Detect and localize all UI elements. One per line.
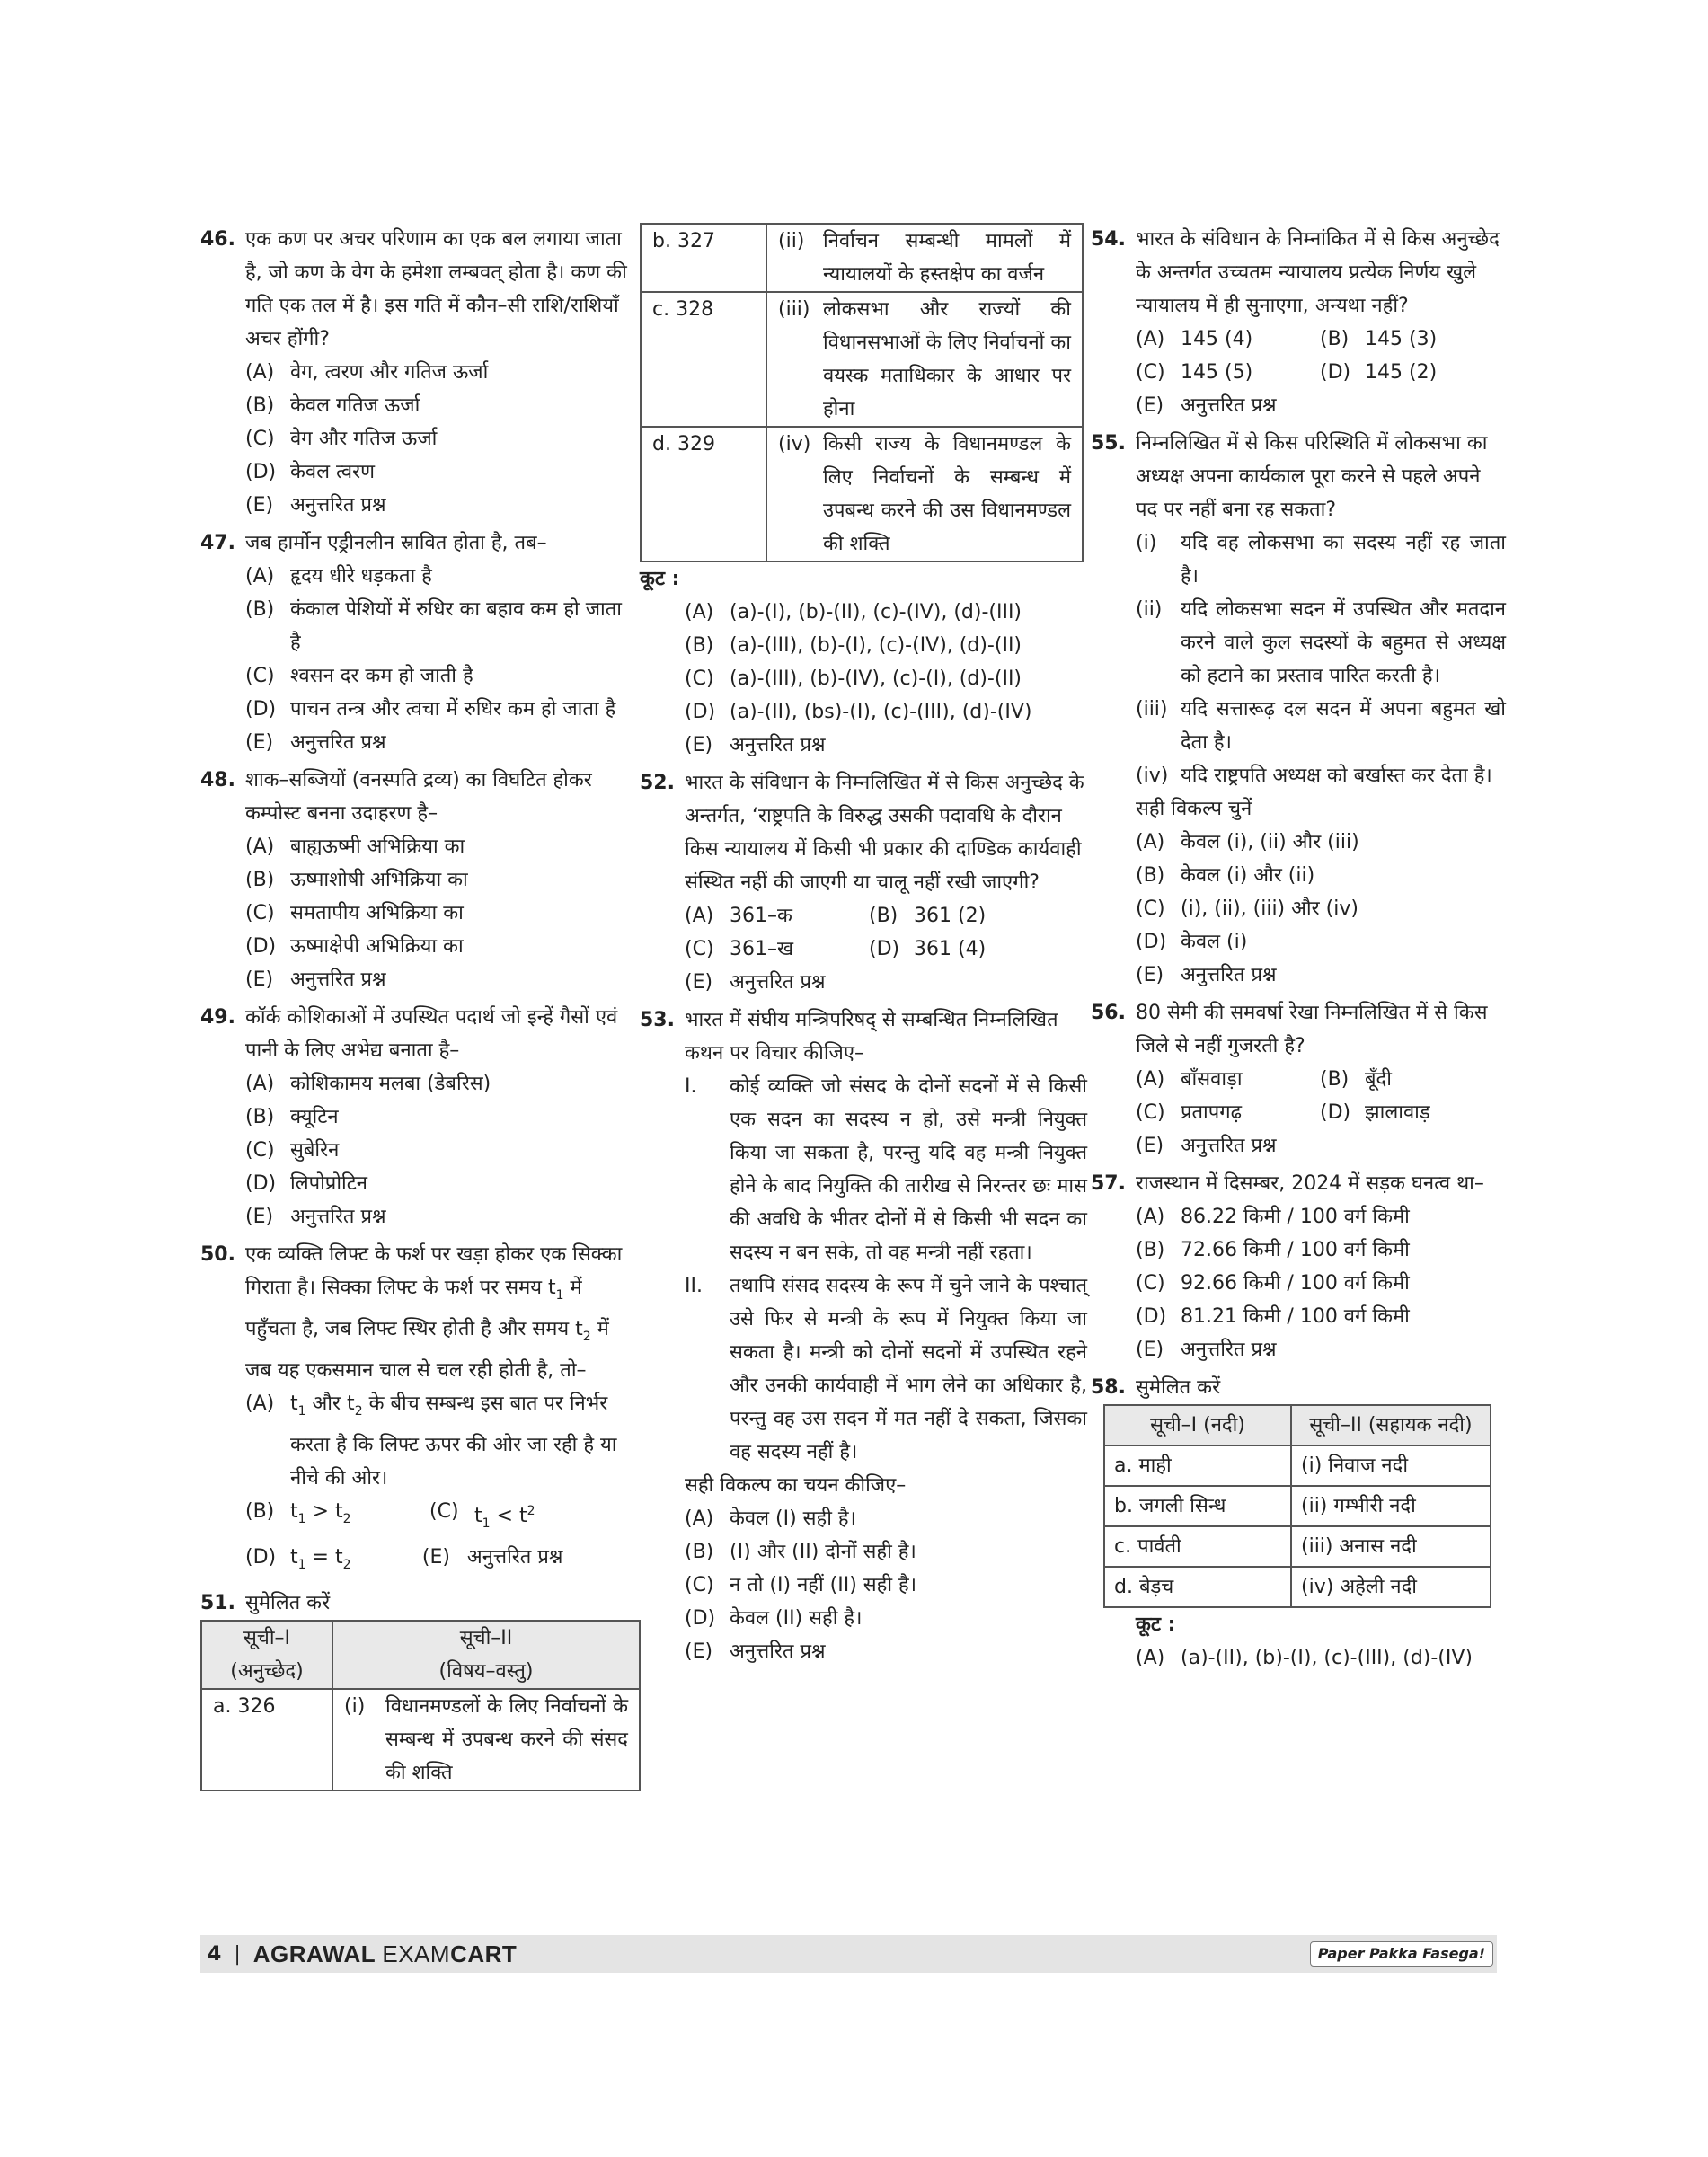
option-c[interactable]: (C) सुबेरिन: [245, 1139, 340, 1162]
option-d[interactable]: (D) (a)-(II), (bs)-(I), (c)-(III), (d)-(IV): [685, 701, 1032, 723]
option-a[interactable]: (A) 361–क: [685, 905, 792, 927]
option-e[interactable]: (E) अनुत्तरित प्रश्न: [245, 968, 386, 991]
option-e[interactable]: (E) अनुत्तरित प्रश्न: [1136, 1135, 1277, 1157]
statement-2: (ii) यदि लोकसभा सदन में उपस्थित और मतदान करने वाले कुल सदस्यों के बहुमत से अध्यक्ष को हटाने का प्रस्ताव पारित करती है।: [1136, 598, 1506, 687]
statement-1: I. कोई व्यक्ति जो संसद के दोनों सदनों में से किसी एक सदन का सदस्य न हो, उसे मन्त्री नियुक्त किया जा सकता है, परन्तु यदि वह मन्त्री नियुक्त होने के बाद नियुक्ति की तारीख से निरन्तर छः मास की अवधि के भीतर दोनों में से किसी भी सदन का सदस्य न बन सके, तो वह मन्त्री नहीं रहता।: [685, 1075, 1087, 1264]
question-number: 57.: [1091, 1172, 1126, 1195]
question-number: 49.: [200, 1006, 235, 1029]
question-text: निम्नलिखित में से किस परिस्थिति में लोकसभा का अध्यक्ष अपना कार्यकाल पूरा करने से पहले अपने पद पर नहीं बना रह सकता?: [1136, 432, 1488, 521]
option-c[interactable]: (C) प्रतापगढ़: [1136, 1101, 1243, 1124]
table-header-row: सूची–I (नदी) सूची–II (सहायक नदी): [1104, 1405, 1491, 1445]
question-number: 53.: [640, 1009, 675, 1031]
option-a[interactable]: (A) $t_1$ और $t_2$ के बीच सम्बन्ध इस बात पर निर्भर करता है कि लिफ्ट ऊपर की ओर जा रही है या नीचे की ओर।: [245, 1392, 617, 1490]
option-a[interactable]: (A) बाह्यऊष्मी अभिक्रिया का: [245, 835, 465, 858]
option-e[interactable]: (E) अनुत्तरित प्रश्न: [421, 1546, 563, 1569]
question-text: सुमेलित करें: [1136, 1376, 1221, 1399]
option-d[interactable]: (D) केवल (i): [1136, 931, 1248, 953]
option-c[interactable]: (C) समतापीय अभिक्रिया का: [245, 902, 464, 924]
statement-2: II. तथापि संसद सदस्य के रूप में चुने जाने के पश्चात् उसे फिर से मन्त्री के रूप में नियुक्त किया जा सकता है। मन्त्री को दोनों सदनों में उपस्थित रहने और उनकी कार्यवाही में भाग लेने का अधिकार है, परन्तु वह उस सदन में मत नहीं दे सकता, जिसका वह सदस्य नहीं है।: [685, 1275, 1087, 1463]
option-e[interactable]: (E) अनुत्तरित प्रश्न: [245, 494, 386, 517]
statement-1: (i) यदि वह लोकसभा का सदस्य नहीं रह जाता है।: [1136, 532, 1506, 588]
option-d[interactable]: (D) 145 (2): [1320, 361, 1438, 384]
option-c[interactable]: (C) $t_1 < t^2$: [429, 1500, 535, 1531]
question-number: 46.: [200, 228, 235, 251]
question-text: एक व्यक्ति लिफ्ट के फर्श पर खड़ा होकर एक सिक्का गिराता है। सिक्का लिफ्ट के फर्श पर समय $t_1$ में पहुँचता है, जब लिफ्ट स्थिर होती है और समय $t_2$ में जब यह एकसमान चाल से चल रही होती है, तो–: [245, 1243, 623, 1382]
option-e[interactable]: (E) अनुत्तरित प्रश्न: [1136, 964, 1277, 986]
option-b[interactable]: (B) केवल (i) और (ii): [1136, 864, 1315, 887]
option-d[interactable]: (D) 81.21 किमी / 100 वर्ग किमी: [1136, 1305, 1410, 1328]
table-row: d. बेड़च (iv) अहेली नदी: [1104, 1567, 1491, 1607]
option-b[interactable]: (B) 72.66 किमी / 100 वर्ग किमी: [1136, 1239, 1410, 1261]
kut-label: कूट :: [640, 568, 680, 590]
question-text: एक कण पर अचर परिणाम का एक बल लगाया जाता है, जो कण के वेग के हमेशा लम्बवत् होता है। कण की गति एक तल में है। इस गति में कौन–सी राशि/राशियाँ अचर होंगी?: [245, 228, 627, 350]
question-number: 55.: [1091, 432, 1126, 455]
question-text: 80 सेमी की समवर्षा रेखा निम्नलिखित में से किस जिले से नहीं गुजरती है?: [1136, 1002, 1488, 1057]
question-text: जब हार्मोन एड्रीनलीन स्रावित होता है, तब–: [245, 532, 547, 554]
question-text: शाक–सब्जियों (वनस्पति द्रव्य) का विघटित होकर कम्पोस्ट बनना उदाहरण है–: [245, 769, 592, 825]
kut-label: कूट :: [1136, 1613, 1176, 1636]
question-text: कॉर्क कोशिकाओं में उपस्थित पदार्थ जो इन्हें गैसों एवं पानी के लिए अभेद्य बनाता है–: [245, 1006, 618, 1062]
option-d[interactable]: (D) ऊष्माक्षेपी अभिक्रिया का: [245, 935, 464, 958]
option-b[interactable]: (B) बूँदी: [1320, 1068, 1392, 1091]
page-number: 4: [208, 1942, 222, 1966]
question-text: राजस्थान में दिसम्बर, 2024 में सड़क घनत्व था–: [1136, 1172, 1484, 1195]
table-row: a. 326 (i) विधानमण्डलों के लिए निर्वाचनों के सम्बन्ध में उपबन्ध करने की संसद की शक्ति: [201, 1689, 640, 1790]
option-a[interactable]: (A) (a)-(II), (b)-(I), (c)-(III), (d)-(IV): [1136, 1647, 1473, 1669]
table-row: a. माही (i) निवाज नदी: [1104, 1445, 1491, 1486]
option-b[interactable]: (B) ऊष्माशोषी अभिक्रिया का: [245, 869, 468, 891]
option-e[interactable]: (E) अनुत्तरित प्रश्न: [1136, 394, 1277, 417]
match-table: [1103, 1404, 1491, 1608]
question-number: 54.: [1091, 228, 1126, 251]
option-e[interactable]: (E) अनुत्तरित प्रश्न: [245, 731, 386, 754]
table-row: c. 328 (iii) लोकसभा और राज्यों की विधानसभाओं के लिए निर्वाचनों का वयस्क मताधिकार के आधार पर होना: [641, 292, 1083, 427]
page-footer: [200, 1935, 1497, 1973]
option-a[interactable]: (A) 86.22 किमी / 100 वर्ग किमी: [1136, 1206, 1410, 1228]
question-prompt: सही विकल्प चुनें: [1136, 798, 1252, 820]
option-c[interactable]: (C) 145 (5): [1136, 361, 1253, 384]
option-c[interactable]: (C) श्वसन दर कम हो जाती है: [245, 665, 473, 687]
option-a[interactable]: (A) कोशिकामय मलबा (डेबरिस): [245, 1073, 491, 1095]
option-d[interactable]: (D) केवल (II) सही है।: [685, 1607, 863, 1630]
option-a[interactable]: (A) 145 (4): [1136, 328, 1253, 350]
question-number: 56.: [1091, 1002, 1126, 1024]
question-53: [640, 1003, 1087, 1668]
match-table-continued: [640, 223, 1084, 562]
table-row: c. पार्वती (iii) अनास नदी: [1104, 1526, 1491, 1567]
option-c[interactable]: (C) 92.66 किमी / 100 वर्ग किमी: [1136, 1272, 1410, 1295]
table-header-row: सूची–I (अनुच्छेद) सूची–II (विषय–वस्तु): [201, 1621, 640, 1689]
question-54: [1091, 223, 1506, 422]
question-prompt: सही विकल्प का चयन कीजिए–: [685, 1474, 907, 1497]
question-57: [1091, 1167, 1506, 1366]
option-b[interactable]: (B) क्यूटिन: [245, 1106, 339, 1128]
brand-logo: AGRAWAL EXAMCART: [252, 1940, 518, 1967]
question-48: [200, 764, 638, 996]
column-3: [1091, 223, 1506, 1675]
option-d[interactable]: (D) पाचन तन्त्र और त्वचा में रुधिर कम हो जाता है: [245, 698, 616, 720]
question-58: [1091, 1371, 1506, 1675]
statement-4: (iv) यदि राष्ट्रपति अध्यक्ष को बर्खास्त कर देता है।: [1136, 765, 1492, 787]
question-55: [1091, 427, 1506, 992]
option-d[interactable]: (D) लिपोप्रोटिन: [245, 1172, 368, 1195]
table-row: d. 329 (iv) किसी राज्य के विधानमण्डल के लिए निर्वाचनों के सम्बन्ध में उपबन्ध करने की उस विधानमण्डल की शक्ति: [641, 427, 1083, 561]
option-e[interactable]: (E) अनुत्तरित प्रश्न: [1136, 1339, 1277, 1361]
option-b[interactable]: (B) 145 (3): [1320, 328, 1438, 350]
question-49: [200, 1001, 638, 1233]
option-c[interactable]: (C) (i), (ii), (iii) और (iv): [1136, 897, 1358, 920]
tagline-badge: Paper Pakka Fasega!: [1310, 1941, 1493, 1967]
question-52: [640, 766, 1087, 999]
option-a[interactable]: (A) वेग, त्वरण और गतिज ऊर्जा: [245, 361, 489, 384]
footer-separator: |: [234, 1942, 241, 1966]
question-47: [200, 526, 638, 759]
question-46: [200, 223, 638, 522]
option-e[interactable]: (E) अनुत्तरित प्रश्न: [685, 971, 826, 994]
option-c[interactable]: (C) वेग और गतिज ऊर्जा: [245, 428, 438, 450]
option-b[interactable]: (B) (a)-(III), (b)-(I), (c)-(IV), (d)-(II): [685, 634, 1022, 657]
option-d[interactable]: (D) $t_1 = t_2$: [245, 1546, 351, 1572]
table-row: b. जगली सिन्ध (ii) गम्भीरी नदी: [1104, 1486, 1491, 1526]
table-row: b. 327 (ii) निर्वाचन सम्बन्धी मामलों में न्यायालयों के हस्तक्षेप का वर्जन: [641, 224, 1083, 292]
column-2: [640, 223, 1087, 1668]
option-d[interactable]: (D) केवल त्वरण: [245, 461, 376, 483]
question-text: भारत के संविधान के निम्नलिखित में से किस अनुच्छेद के अन्तर्गत, ‘राष्ट्रपति के विरुद्ध उसकी पदावधि के दौरान किस न्यायालय में किसी भी प्रकार की दाण्डिक कार्यवाही संस्थित नहीं की जाएगी या चालू नहीं रखी जाएगी?: [685, 772, 1084, 894]
question-number: 52.: [640, 772, 675, 794]
question-number: 51.: [200, 1592, 235, 1614]
question-number: 58.: [1091, 1376, 1126, 1399]
option-a[interactable]: (A) केवल (i), (ii) और (iii): [1136, 831, 1359, 853]
question-number: 47.: [200, 532, 235, 554]
question-51: [200, 1587, 638, 1791]
option-e[interactable]: (E) अनुत्तरित प्रश्न: [245, 1206, 386, 1228]
option-c[interactable]: (C) न तो (I) नहीं (II) सही है।: [685, 1574, 917, 1596]
option-e[interactable]: (E) अनुत्तरित प्रश्न: [685, 734, 826, 756]
option-b[interactable]: (B) कंकाल पेशियों में रुधिर का बहाव कम हो जाता है: [245, 598, 622, 654]
option-d[interactable]: (D) 361 (4): [869, 938, 987, 960]
question-50: [200, 1238, 638, 1582]
option-b[interactable]: (B) केवल गतिज ऊर्जा: [245, 394, 420, 417]
option-b[interactable]: (B) 361 (2): [869, 905, 987, 927]
question-56: [1091, 996, 1506, 1162]
question-text: भारत के संविधान के निम्नांकित में से किस अनुच्छेद के अन्तर्गत उच्चतम न्यायालय प्रत्येक निर्णय खुले न्यायालय में ही सुनाएगा, अन्यथा नहीं?: [1136, 228, 1500, 317]
option-c[interactable]: (C) (a)-(III), (b)-(IV), (c)-(I), (d)-(II): [685, 667, 1022, 690]
option-a[interactable]: (A) बाँसवाड़ा: [1136, 1068, 1243, 1091]
statement-3: (iii) यदि सत्तारूढ़ दल सदन में अपना बहुमत खो देता है।: [1136, 698, 1506, 754]
option-e[interactable]: (E) अनुत्तरित प्रश्न: [685, 1640, 826, 1663]
column-1: [200, 223, 638, 1791]
option-d[interactable]: (D) झालावाड़: [1320, 1101, 1430, 1124]
option-b[interactable]: (B) $t_1 > t_2$: [245, 1500, 351, 1526]
question-number: 48.: [200, 769, 235, 791]
match-table: [200, 1620, 641, 1791]
option-c[interactable]: (C) 361–ख: [685, 938, 793, 960]
option-a[interactable]: (A) (a)-(I), (b)-(II), (c)-(IV), (d)-(III): [685, 601, 1022, 623]
option-a[interactable]: (A) हृदय धीरे धड़कता है: [245, 565, 432, 588]
question-text: सुमेलित करें: [245, 1592, 331, 1614]
option-b[interactable]: (B) (I) और (II) दोनों सही है।: [685, 1541, 916, 1563]
question-text: भारत में संघीय मन्त्रिपरिषद् से सम्बन्धित निम्नलिखित कथन पर विचार कीजिए–: [685, 1009, 1058, 1065]
option-a[interactable]: (A) केवल (I) सही है।: [685, 1507, 856, 1530]
question-number: 50.: [200, 1243, 235, 1266]
